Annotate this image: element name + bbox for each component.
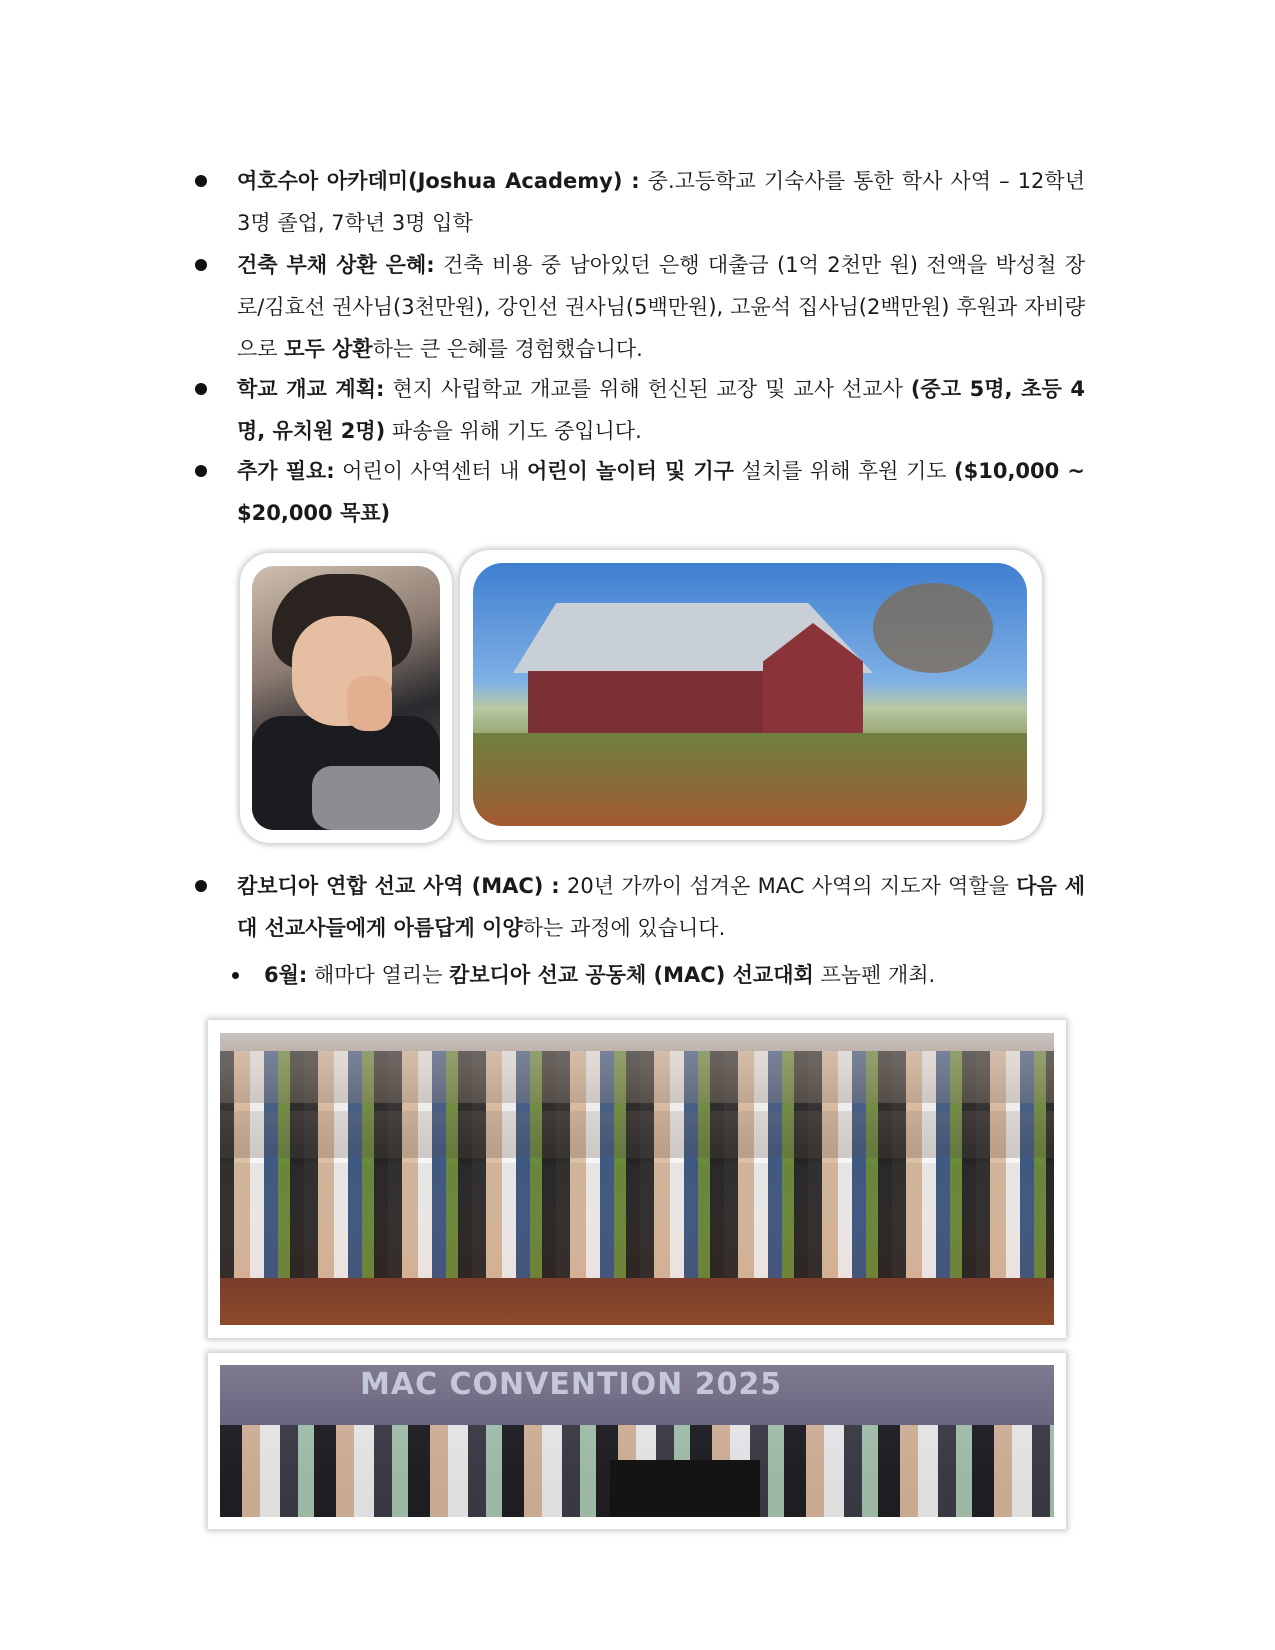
item-body: 어린이 사역센터 내 [334,459,527,483]
photo-church-building [473,563,1027,826]
list-item-additional-needs [195,450,1085,534]
item-body: 중.고등학교 기숙사를 통한 학사 사역 – 12학년 3명 졸업, 7학년 3명 입학 [237,169,1085,235]
convention-banner-text: MAC CONVENTION 2025 [360,1367,783,1402]
list-item-joshua-academy [195,160,1085,244]
list-item-mac-ministry [195,865,1085,949]
list-item-debt-repayment [195,244,1085,370]
photo-group-convention [220,1033,1054,1325]
photo-convention-stage [220,1365,1054,1517]
item-body: 건축 비용 중 남아있던 은행 대출금 (1억 2천만 원) 전액을 박성철 장로/김효선 권사님(3천만원), 강인선 권사님(5백만원), 고윤석 집사님(2백만원) 후원과 자비량으로 [237,253,1085,361]
podium [610,1460,760,1517]
item-emphasis: (중고 5명, 초등 4명, 유치원 2명) [237,377,1085,443]
bullet-icon [195,880,207,892]
item-title: 6월: [264,963,308,987]
item-title: 건축 부채 상환 은혜: [237,253,435,277]
bullet-icon [195,259,207,271]
item-emphasis: 모두 상환 [284,337,373,361]
item-title: 학교 개교 계획: [237,377,385,401]
item-body: 해마다 열리는 [307,963,450,987]
bullet-icon [195,465,207,477]
item-goal: ($10,000 ~ $20,000 목표) [237,459,1085,525]
item-body-mid: 설치를 위해 후원 기도 [733,459,955,483]
item-body-end: 파송을 위해 기도 중입니다. [385,419,642,443]
sub-bullet-icon [232,972,239,979]
item-emphasis: 다음 세대 선교사들에게 아름답게 이양 [237,874,1085,940]
item-title: 추가 필요: [237,459,335,483]
item-emphasis: 캄보디아 선교 공동체 (MAC) 선교대회 [449,963,814,987]
item-title: 캄보디아 연합 선교 사역 (MAC) : [237,874,560,898]
bullet-icon [195,383,207,395]
photo-child-praying [252,566,440,830]
sub-list-item-june [232,954,1082,996]
item-body-end: 하는 과정에 있습니다. [522,916,726,940]
item-body-end: 하는 큰 은혜를 경험했습니다. [372,337,643,361]
item-body: 현지 사립학교 개교를 위해 헌신된 교장 및 교사 선교사 [384,377,911,401]
item-body-end: 프놈펜 개최. [813,963,936,987]
list-item-school-plan [195,368,1085,452]
item-title: 여호수아 아카데미(Joshua Academy) : [237,169,640,193]
item-body: 20년 가까이 섬겨온 MAC 사역의 지도자 역할을 [559,874,1017,898]
bullet-icon [195,175,207,187]
item-emphasis: 어린이 놀이터 및 기구 [526,459,734,483]
